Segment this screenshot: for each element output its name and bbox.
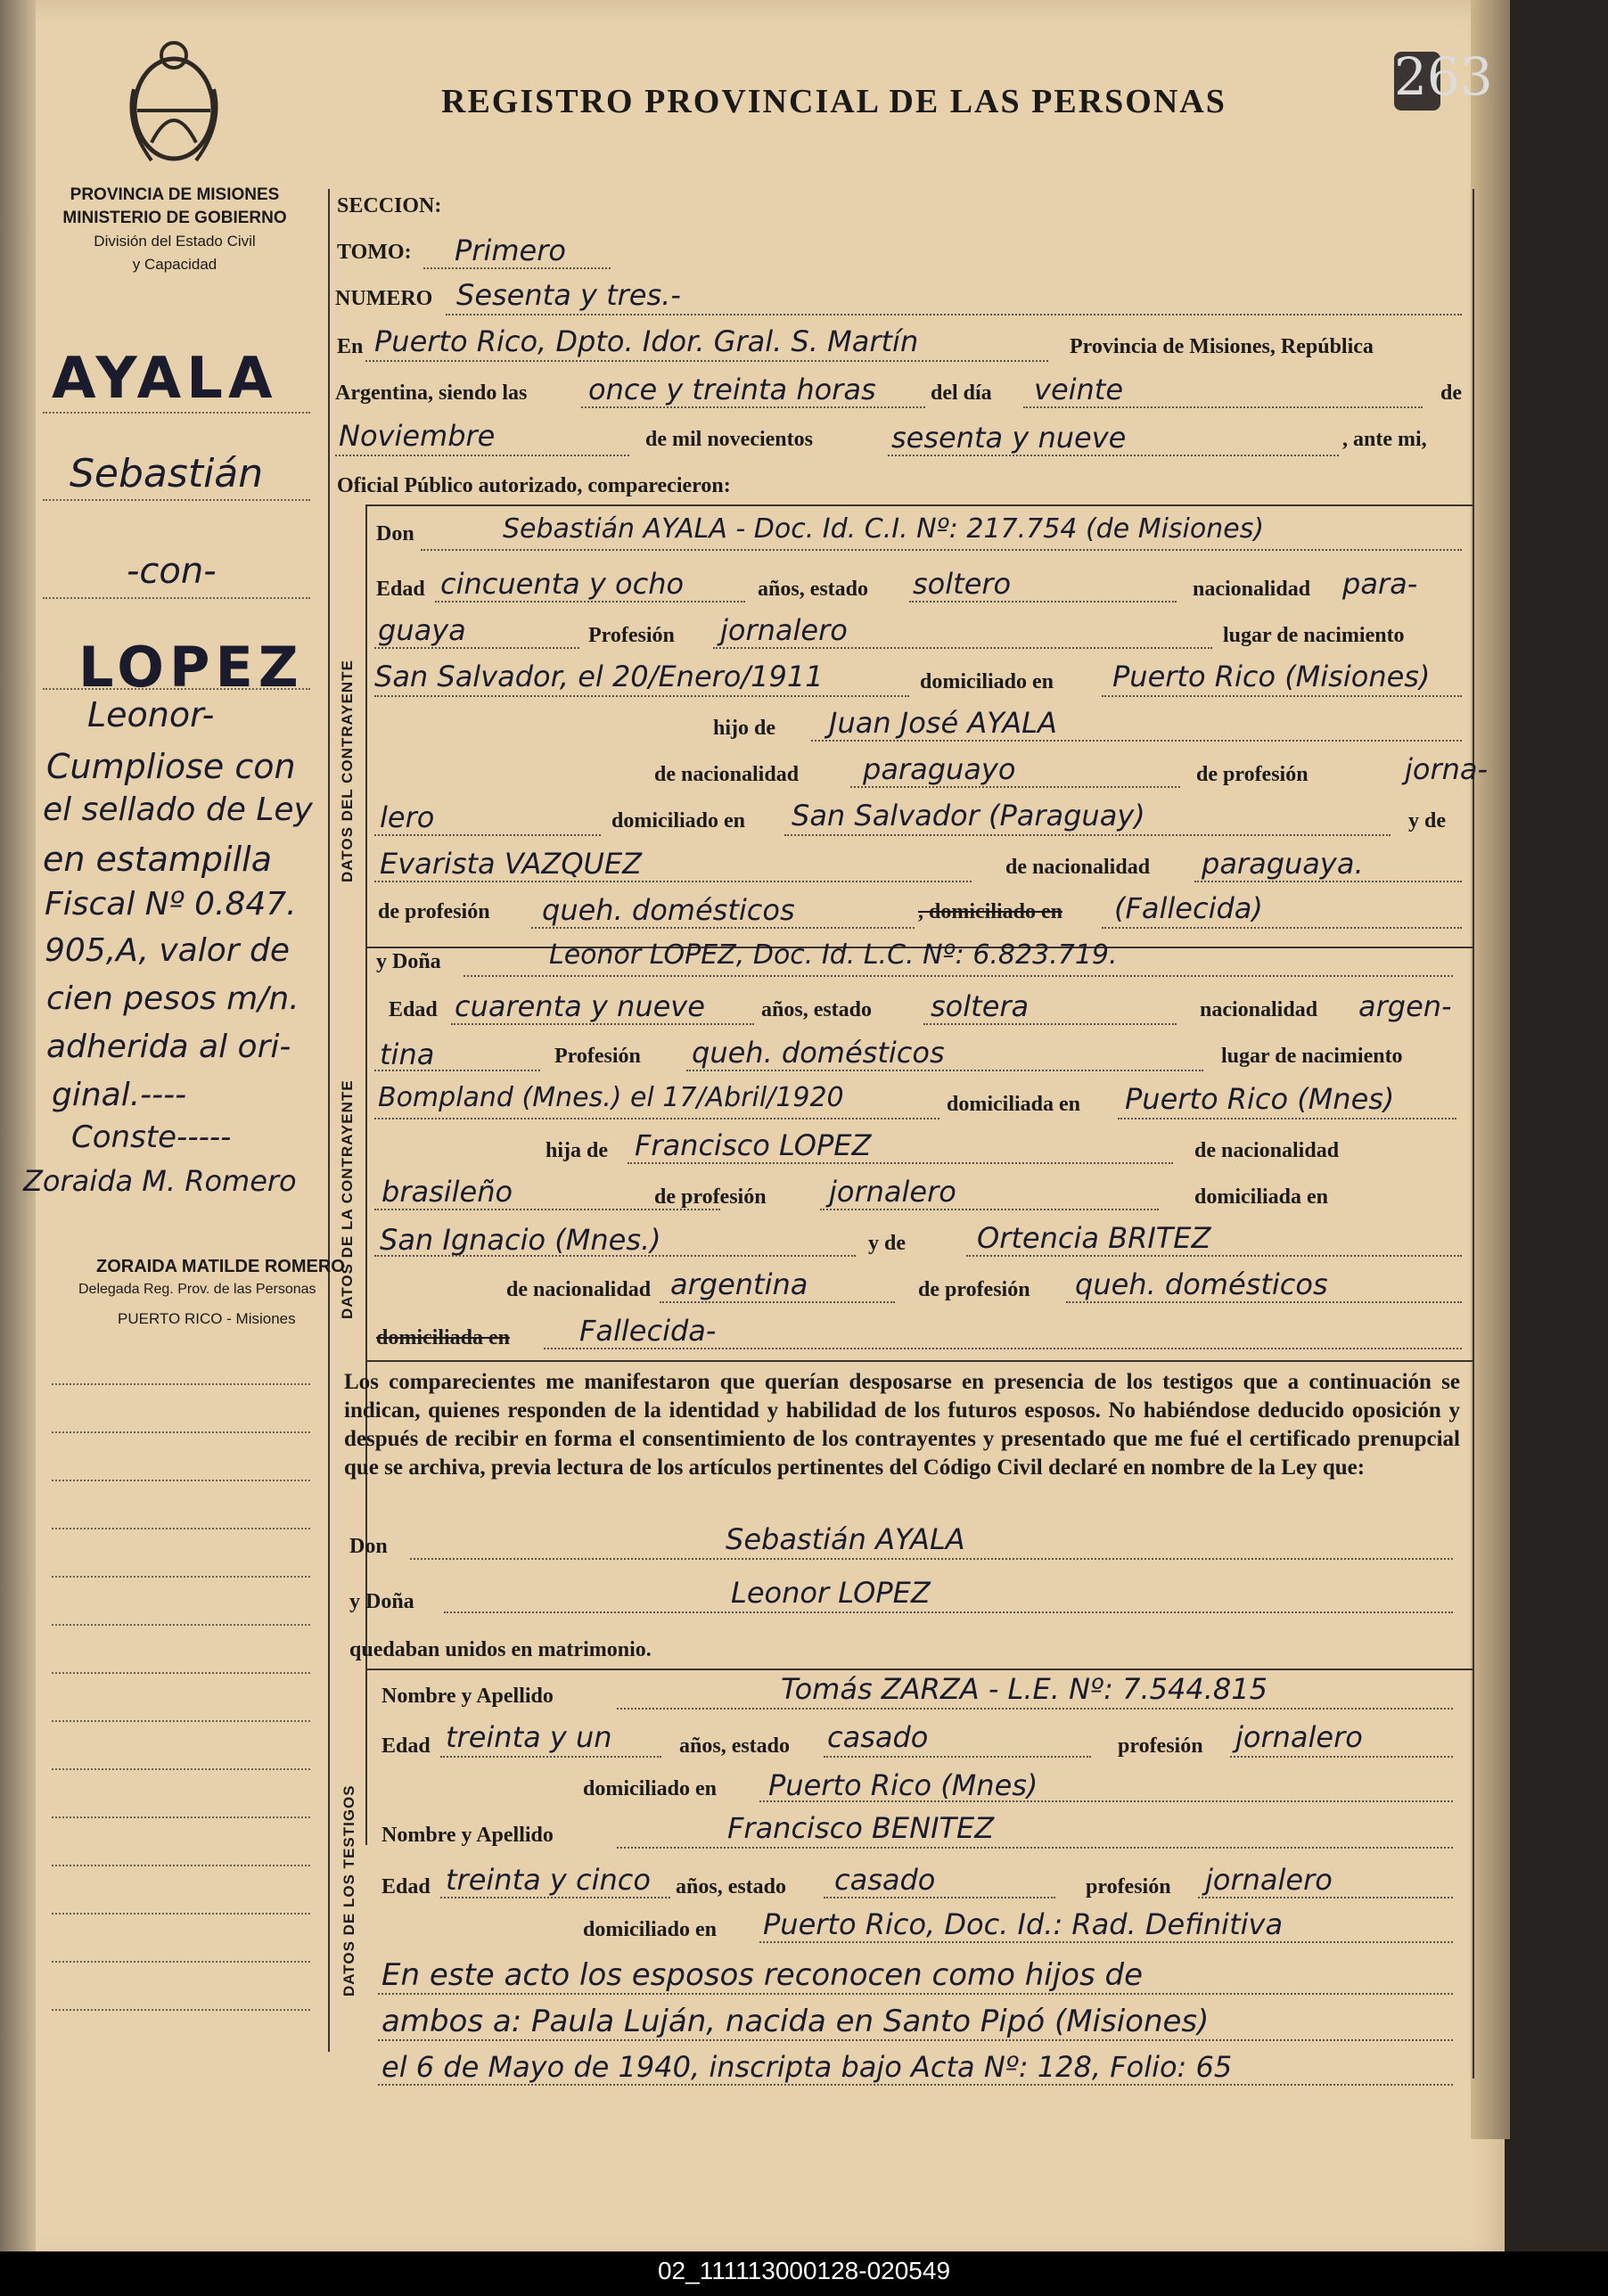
t1-estado-value: casado (827, 1720, 929, 1754)
margin-con: -con- (127, 551, 217, 592)
contrayente-padre-prof-value: jorna- (1405, 752, 1489, 786)
contrayenta-estado-value: soltera (931, 989, 1030, 1023)
contrayenta-nacionalidad-value: argen- (1358, 989, 1452, 1023)
margin-line (52, 1383, 310, 1385)
note-line (378, 2084, 1453, 2086)
contrayente-madre-nac-value: paraguaya. (1202, 847, 1364, 881)
t2-edad-label: Edad (381, 1875, 431, 1898)
registrar-stamp-place: PUERTO RICO - Misiones (118, 1310, 296, 1327)
contrayenta-madre-nac-value: argentina (670, 1267, 808, 1301)
contrayente-padre-dom-value: San Salvador (Paraguay) (792, 799, 1145, 832)
madre-dom-line (544, 1348, 1462, 1349)
contrayente-nacionalidad-label: nacionalidad (1193, 578, 1311, 601)
don-value: Sebastián AYALA - Doc. Id. C.I. Nº: 217.754 (de Misiones) (503, 513, 1265, 545)
margin-name-2: Leonor- (87, 695, 215, 734)
t2-nombre-label: Nombre y Apellido (381, 1824, 554, 1847)
hora-value: once y treinta horas (588, 373, 876, 406)
margin-line (52, 1624, 310, 1626)
contrayenta-madre-dom-value: Fallecida- (579, 1314, 717, 1348)
padre-dom-line (784, 834, 1391, 836)
dona-value: Leonor LOPEZ, Doc. Id. L.C. Nº: 6.823.719. (549, 939, 1118, 971)
en-line (365, 360, 1048, 362)
margin-line (43, 688, 310, 690)
margin-note-5: 905,A, valor de (45, 932, 290, 969)
tomo-label: TOMO: (337, 241, 412, 264)
declaration-dona-value: Leonor LOPEZ (731, 1576, 931, 1610)
margin-note-6: cien pesos m/n. (46, 980, 299, 1017)
ministry-header (36, 184, 314, 276)
margin-note-9: Conste----- (71, 1119, 232, 1155)
margin-name-1: Sebastián (70, 451, 264, 496)
contrayente-edad-value: cincuenta y ocho (440, 567, 685, 601)
padre-line (628, 1162, 1173, 1164)
contrayenta-nacionalidad-value-2: tina (380, 1037, 435, 1071)
contrayente-madre-value: Evarista VAZQUEZ (380, 847, 643, 881)
mes-line (335, 455, 629, 456)
contrayenta-profesion-value: queh. domésticos (692, 1036, 945, 1070)
image-caption: 02_111113000128-020549 (657, 2257, 951, 2284)
t2-domiciliado-label: domiciliado en (583, 1918, 718, 1941)
contrayenta-madre-prof-label: de profesión (918, 1278, 1030, 1301)
mil-text: de mil novecientos (645, 428, 813, 451)
contrayente-padre-dom-label: domiciliado en (611, 809, 746, 832)
contrayente-profesion-value: jornalero (720, 613, 848, 647)
t2-profesion-label: profesión (1086, 1875, 1171, 1898)
declaration-dona-line (444, 1611, 1453, 1613)
contrayenta-profesion-label: Profesión (554, 1045, 641, 1068)
domicilio-line (1118, 1118, 1456, 1119)
estado-line (923, 1023, 1177, 1025)
t2-anios-estado-label: años, estado (676, 1875, 787, 1898)
edad-line (440, 1897, 670, 1898)
contrayente-profesion-label: Profesión (588, 624, 675, 647)
declaration-don-value: Sebastián AYALA (726, 1522, 965, 1556)
t1-edad-label: Edad (381, 1734, 431, 1758)
madre-prof-line (531, 927, 915, 929)
estado-line (824, 1756, 1091, 1758)
contrayenta-section-label: DATOS DE LA CONTRAYENTE (339, 1079, 356, 1319)
note-line-3: el 6 de Mayo de 1940, inscripta bajo Acta Nº: 128, Folio: 65 (381, 2050, 1233, 2084)
t2-edad-value: treinta y cinco (446, 1863, 651, 1897)
contrayente-estado-value: soltero (913, 567, 1012, 601)
folio-number: 263 (1394, 46, 1493, 107)
margin-note-8: ginal.---- (52, 1077, 187, 1113)
form-right-border (1473, 189, 1474, 2079)
contrayente-madre-dom-label: , domiciliado en (918, 900, 1063, 923)
union-text: quedaban unidos en matrimonio. (349, 1638, 652, 1661)
declaration-dona-label: y Doña (349, 1590, 414, 1613)
t1-nombre-line (617, 1708, 1453, 1710)
contrayenta-lugar-value: Bompland (Mnes.) el 17/Abril/1920 (378, 1082, 844, 1113)
declaration-text: Los comparecientes me manifestaron que querían desposarse en presencia de los testigos que a continuación se indican, quienes responden de la identidad y habilidad de los futuros esposos. No habiéndose deducido oposición y después de recibir en forma el consentimiento de los contrayentes y presentado que me fué el certificado prenupcial que se archiva, previa lectura de los artículos pertinentes del Código Civil declaré en nombre de la Ley que: (344, 1370, 1460, 1480)
padre-line (811, 740, 1462, 742)
nac-line (374, 1070, 540, 1071)
contrayenta-madre-value: Ortencia BRITEZ (977, 1221, 1211, 1255)
contrayenta-domiciliada-label: domiciliada en (947, 1093, 1081, 1116)
madre-prof-line (1066, 1301, 1462, 1303)
contrayente-madre-prof-value: queh. domésticos (542, 893, 795, 927)
en-value: Puerto Rico, Dpto. Idor. Gral. S. Martín (374, 324, 919, 358)
t1-profesion-label: profesión (1118, 1734, 1203, 1758)
t2-estado-value: casado (834, 1863, 936, 1897)
padre-prof-line (820, 1209, 1159, 1210)
contrayenta-edad-label: Edad (389, 998, 438, 1021)
margin-line (52, 1672, 310, 1674)
t1-nombre-label: Nombre y Apellido (381, 1685, 554, 1708)
profesion-line (713, 647, 1212, 649)
contrayente-madre-nac-label: de nacionalidad (1005, 856, 1151, 879)
margin-note-4: Fiscal Nº 0.847. (45, 886, 297, 922)
dia-line (1023, 406, 1423, 408)
margin-line (52, 1961, 310, 1963)
madre-nac-line (660, 1301, 895, 1303)
anio-line (888, 455, 1339, 456)
contrayente-domicilio-value: Puerto Rico (Misiones) (1112, 660, 1431, 693)
registrar-stamp-name: ZORAIDA MATILDE ROMERO (96, 1257, 345, 1276)
madre-dom-line (1102, 927, 1462, 929)
t1-profesion-value: jornalero (1235, 1720, 1363, 1754)
contrayente-edad-label: Edad (376, 578, 425, 601)
contrayenta-edad-value: cuarenta y nueve (455, 989, 705, 1023)
t1-domicilio-value: Puerto Rico (Mnes) (768, 1768, 1038, 1802)
contrayenta-padre-dom-value: San Ignacio (Mnes.) (380, 1223, 661, 1257)
margin-line (52, 1768, 310, 1770)
padre-prof-line (374, 834, 601, 836)
domicilio-line (1102, 695, 1462, 697)
contrayente-y-de-label: y de (1408, 809, 1446, 832)
contrayenta-padre-value: Francisco LOPEZ (635, 1128, 872, 1162)
contrayenta-padre-nac-label: de nacionalidad (1194, 1139, 1340, 1162)
don-line (421, 549, 1462, 551)
contrayenta-anios-estado-label: años, estado (761, 998, 873, 1021)
profesion-line (686, 1070, 1203, 1071)
t1-nombre-value: Tomás ZARZA - L.E. Nº: 7.544.815 (781, 1672, 1268, 1706)
margin-line (52, 1480, 310, 1481)
tomo-value: Primero (455, 234, 566, 267)
contrayente-nacionalidad-value: para- (1342, 567, 1418, 601)
page-title: REGISTRO PROVINCIAL DE LAS PERSONAS (441, 83, 1227, 120)
contrayenta-domicilio-value: Puerto Rico (Mnes) (1125, 1082, 1395, 1116)
numero-value: Sesenta y tres.- (456, 278, 681, 312)
note-line-2: ambos a: Paula Luján, nacida en Santo Pipó (Misiones) (381, 2004, 1210, 2039)
provincia-text: Provincia de Misiones, República (1070, 335, 1374, 358)
profesion-line (1230, 1756, 1453, 1758)
division-label-1: División del Estado Civil (94, 233, 256, 250)
contrayenta-madre-prof-value: queh. domésticos (1075, 1267, 1328, 1301)
margin-line (52, 1865, 310, 1866)
margin-line (52, 1720, 310, 1722)
en-label: En (337, 335, 364, 358)
contrayente-madre-dom-value: (Fallecida) (1114, 891, 1263, 925)
dona-label: y Doña (376, 950, 441, 973)
dona-line (464, 975, 1453, 977)
t2-profesion-value: jornalero (1205, 1863, 1333, 1897)
tomo-line (423, 267, 611, 269)
margin-line (52, 1576, 310, 1578)
margin-note-3: en estampilla (43, 840, 273, 879)
contrayente-madre-prof-label: de profesión (378, 900, 490, 923)
margin-surname-2: LOPEZ (78, 635, 304, 700)
section-top-border (365, 504, 1473, 506)
coat-of-arms-icon (125, 36, 223, 169)
hora-line (581, 406, 925, 408)
mes-value: Noviembre (339, 419, 496, 453)
t2-nombre-line (617, 1847, 1453, 1849)
t1-anios-estado-label: años, estado (679, 1734, 791, 1758)
note-line (378, 1993, 1453, 1995)
madre-nac-line (1194, 881, 1462, 882)
note-line-1: En este acto los esposos reconocen como hijos de (381, 1957, 1144, 1993)
margin-line (52, 1431, 310, 1433)
note-line (378, 2039, 1453, 2041)
seccion-label: SECCION: (337, 194, 442, 217)
declaration-don-label: Don (349, 1535, 388, 1558)
margin-line (43, 597, 310, 599)
registrar-signature: Zoraida M. Romero (23, 1164, 297, 1198)
hijo-label: hijo de (713, 717, 776, 740)
margin-line (52, 1528, 310, 1529)
t1-domiciliado-label: domiciliado en (583, 1777, 718, 1800)
madre-line (374, 881, 972, 882)
contrayente-padre-value: Juan José AYALA (829, 706, 1057, 740)
oficial-text: Oficial Público autorizado, comparecieron: (337, 474, 731, 497)
division-label-2: y Capacidad (132, 256, 217, 273)
contrayente-padre-nac-value: paraguayo (863, 752, 1016, 786)
nac-line (374, 647, 579, 649)
contrayente-section-label: DATOS DEL CONTRAYENTE (339, 660, 356, 882)
padre-dom-line (374, 1255, 856, 1257)
declaration-don-line (410, 1558, 1453, 1560)
margin-divider (328, 189, 330, 2052)
estado-line (909, 601, 1177, 603)
section-divider (365, 1669, 1473, 1670)
contrayenta-madre-dom-label: domiciliada en (376, 1326, 511, 1349)
edad-line (451, 1023, 754, 1025)
t2-nombre-value: Francisco BENITEZ (727, 1811, 995, 1845)
estado-line (824, 1897, 1055, 1898)
numero-label: NUMERO (335, 287, 433, 310)
section-divider (365, 1360, 1473, 1362)
contrayente-anios-estado-label: años, estado (758, 578, 869, 601)
t2-domicilio-value: Puerto Rico, Doc. Id.: Rad. Definitiva (763, 1907, 1284, 1941)
testigos-section-label: DATOS DE LOS TESTIGOS (340, 1784, 357, 1997)
margin-line (43, 499, 310, 501)
hija-label: hija de (546, 1139, 609, 1162)
profesion-line (1198, 1897, 1453, 1898)
t2-domicilio-line (759, 1941, 1453, 1943)
margin-note-2: el sellado de Ley (43, 791, 313, 828)
contrayenta-madre-nac-label: de nacionalidad (506, 1278, 652, 1301)
contrayenta-padre-prof-value: jornalero (829, 1175, 956, 1209)
contrayente-nacionalidad-value-2: guaya (378, 613, 466, 647)
contrayenta-padre-dom-label: domiciliada en (1194, 1185, 1329, 1209)
contrayenta-y-de-label: y de (868, 1232, 906, 1255)
margin-surname-1: AYALA (52, 346, 278, 412)
lugar-line (374, 695, 909, 697)
page-edge (1471, 0, 1510, 2139)
padre-nac-line (850, 786, 1180, 788)
registrar-stamp-title: Delegada Reg. Prov. de las Personas (78, 1282, 316, 1297)
del-dia-text: del día (931, 381, 992, 405)
ante-text: , ante mi, (1342, 428, 1427, 451)
book-spine (0, 0, 36, 2264)
contrayente-domiciliado-label: domiciliado en (920, 670, 1054, 693)
don-label: Don (376, 522, 414, 545)
contrayente-lugar-label: lugar de nacimiento (1223, 624, 1405, 647)
edad-line (440, 1756, 661, 1758)
margin-line (52, 2009, 310, 2011)
contrayenta-lugar-label: lugar de nacimiento (1221, 1045, 1403, 1068)
margin-line (52, 1816, 310, 1818)
edad-line (435, 601, 745, 603)
margin-note-1: Cumpliose con (46, 747, 296, 786)
de-text: de (1440, 381, 1462, 405)
contrayente-lugar-value: San Salvador, el 20/Enero/1911 (374, 660, 824, 693)
lugar-line (374, 1118, 939, 1119)
numero-line (446, 314, 1462, 316)
t1-domicilio-line (759, 1800, 1453, 1802)
anio-value: sesenta y nueve (891, 421, 1127, 455)
contrayenta-padre-prof-label: de profesión (654, 1185, 767, 1209)
ministry-label: MINISTERIO DE GOBIERNO (62, 209, 287, 227)
contrayenta-nacionalidad-label: nacionalidad (1200, 998, 1318, 1021)
margin-note-7: adherida al ori- (46, 1029, 291, 1065)
contrayente-padre-prof-label: de profesión (1196, 763, 1309, 786)
dia-value: veinte (1034, 373, 1124, 406)
contrayente-padre-prof-value-2: lero (380, 800, 435, 834)
madre-line (966, 1255, 1462, 1257)
contrayente-padre-nac-label: de nacionalidad (654, 763, 800, 786)
argentina-text: Argentina, siendo las (335, 381, 528, 405)
contrayenta-padre-nac-value: brasileño (381, 1175, 513, 1209)
margin-line (52, 1913, 310, 1915)
province-label: PROVINCIA DE MISIONES (70, 185, 280, 204)
t1-edad-value: treinta y un (446, 1720, 612, 1754)
margin-line (43, 412, 310, 414)
